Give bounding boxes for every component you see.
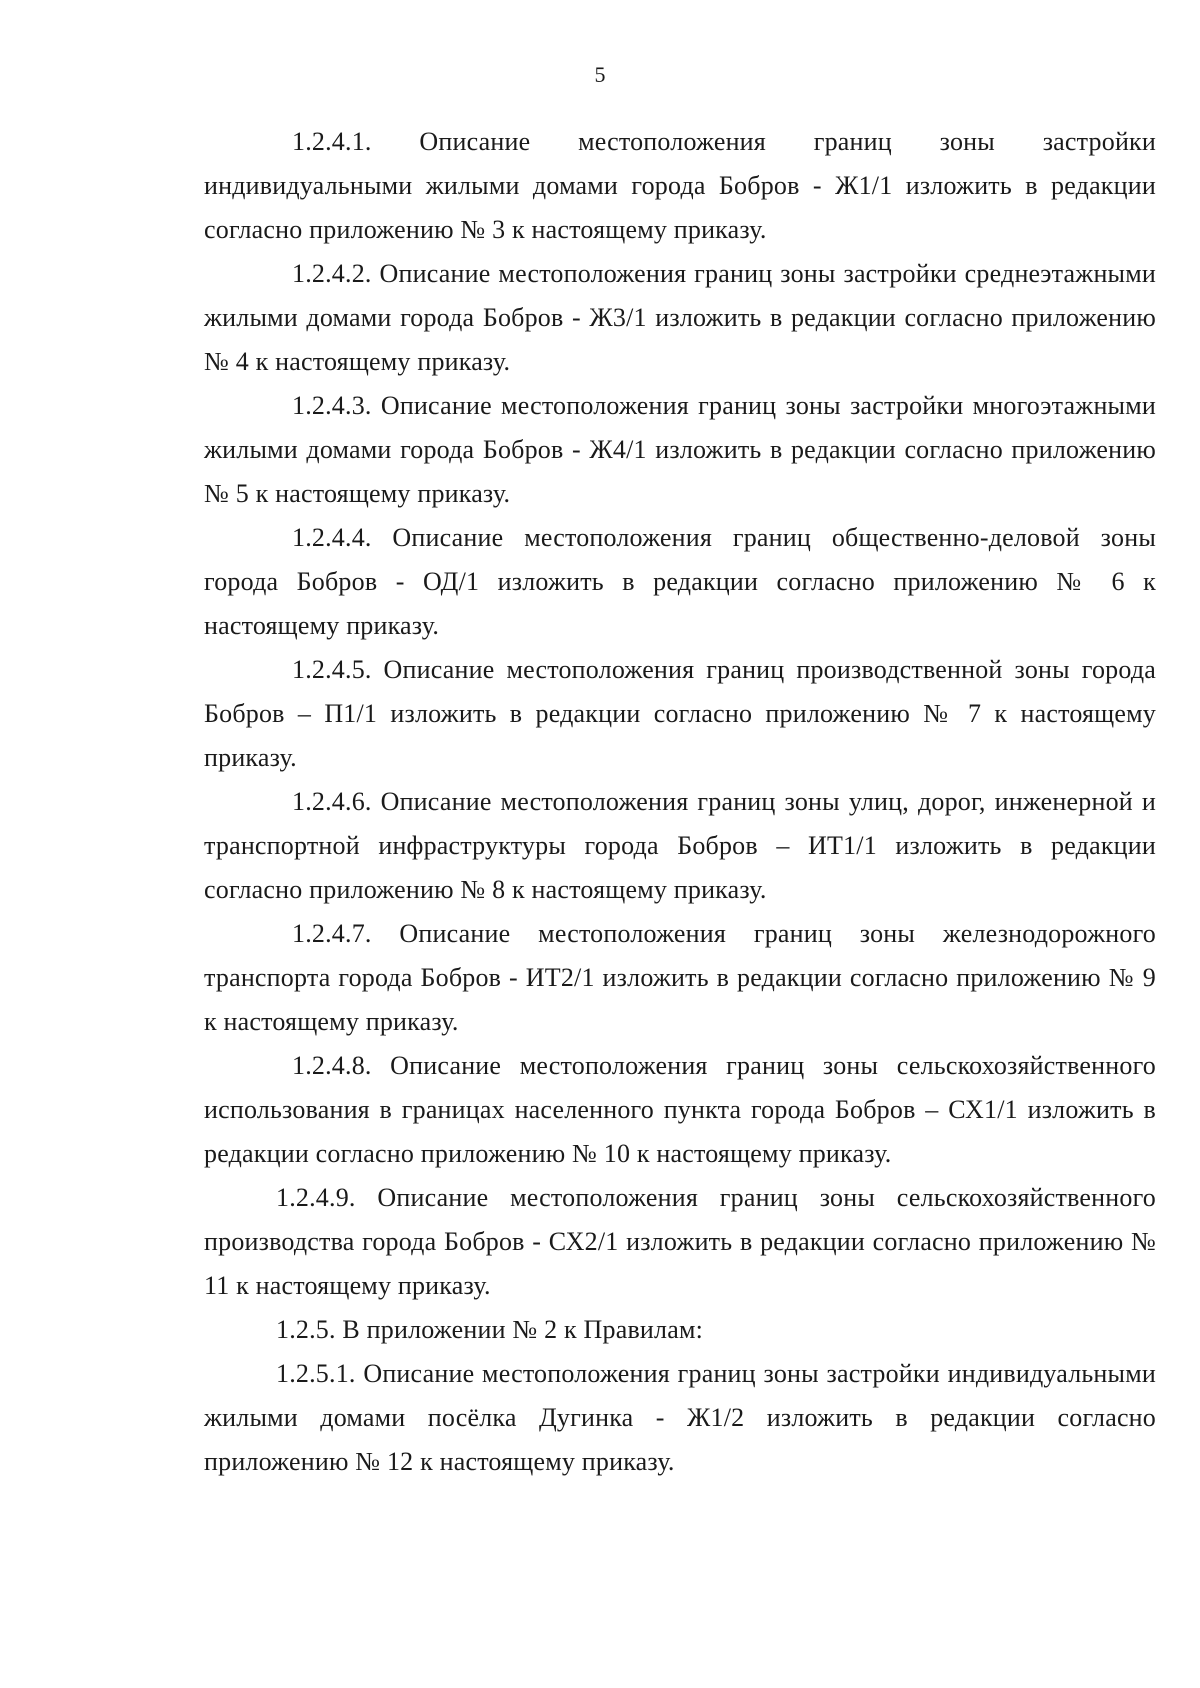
paragraph-1-2-4-5: 1.2.4.5. Описание местоположения границ производственной зоны города Бобров – П1/1 изложить в редакции согласно приложению № 7 к настоящему приказу. (204, 655, 1156, 772)
paragraph-1-2-4-2: 1.2.4.2. Описание местоположения границ зоны застройки среднеэтажными жилыми домами города Бобров - Ж3/1 изложить в редакции согласно приложению № 4 к настоящему приказу. (204, 259, 1156, 376)
paragraph-1-2-4-3: 1.2.4.3. Описание местоположения границ зоны застройки многоэтажными жилыми домами города Бобров - Ж4/1 изложить в редакции согласно приложению № 5 к настоящему приказу. (204, 391, 1156, 508)
paragraph-1-2-4-7: 1.2.4.7. Описание местоположения границ зоны железнодорожного транспорта города Бобров - ИТ2/1 изложить в редакции согласно приложению № 9 к настоящему приказу. (204, 919, 1156, 1036)
page-number: 5 (594, 62, 606, 87)
paragraph-1-2-4-4: 1.2.4.4. Описание местоположения границ общественно-деловой зоны города Бобров - ОД/1 изложить в редакции согласно приложению № 6 к настоящему приказу. (204, 523, 1156, 640)
paragraph-1-2-4-6: 1.2.4.6. Описание местоположения границ зоны улиц, дорог, инженерной и транспортной инфраструктуры города Бобров – ИТ1/1 изложить в редакции согласно приложению № 8 к настоящему приказу. (204, 787, 1156, 904)
paragraph-1-2-4-9: 1.2.4.9. Описание местоположения границ зоны сельскохозяйственного производства города Бобров - СХ2/1 изложить в редакции согласно приложению № 11 к настоящему приказу. (204, 1183, 1156, 1300)
paragraph-1-2-5-1: 1.2.5.1. Описание местоположения границ зоны застройки индивидуальными жилыми домами посёлка Дугинка - Ж1/2 изложить в редакции согласно приложению № 12 к настоящему приказу. (204, 1359, 1156, 1476)
paragraph-1-2-5: 1.2.5. В приложении № 2 к Правилам: (276, 1315, 704, 1344)
paragraph-1-2-4-1: 1.2.4.1. Описание местоположения границ зоны застройки индивидуальными жилыми домами города Бобров - Ж1/1 изложить в редакции согласно приложению № 3 к настоящему приказу. (204, 127, 1156, 244)
paragraph-1-2-4-8: 1.2.4.8. Описание местоположения границ зоны сельскохозяйственного использования в границах населенного пункта города Бобров – СХ1/1 изложить в редакции согласно приложению № 10 к настоящему приказу. (204, 1051, 1156, 1168)
document-body (204, 120, 1156, 1484)
